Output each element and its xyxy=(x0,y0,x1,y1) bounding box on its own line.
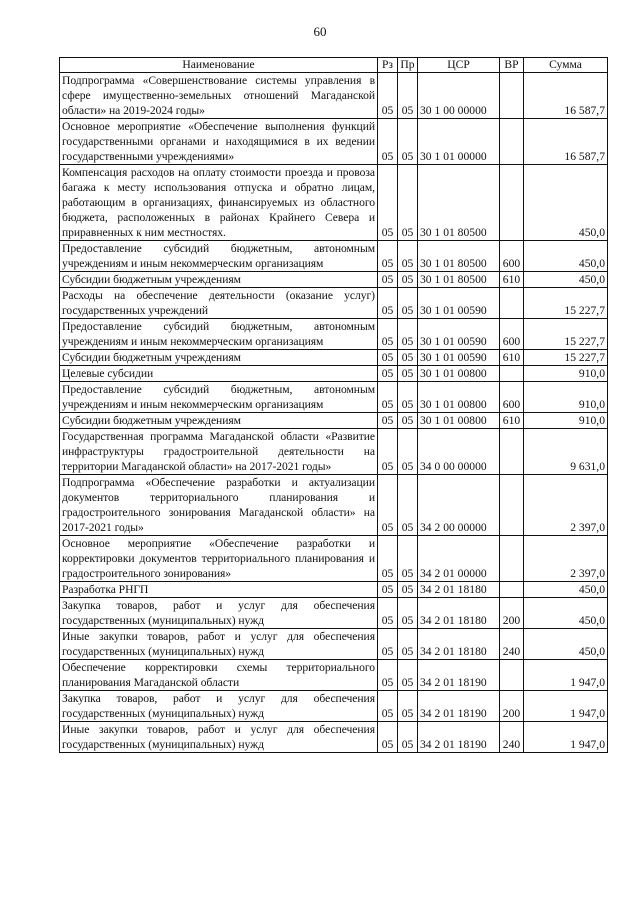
page-number: 60 xyxy=(313,24,327,39)
table-row xyxy=(60,691,608,722)
table-row xyxy=(60,241,608,272)
cell-vr xyxy=(500,582,524,598)
cell-name: Основное мероприятие «Обеспечение выполнения функций государственными органами и находящимися в их ведении государственными учреждениями» xyxy=(60,119,378,165)
cell-rz: 05 xyxy=(378,691,398,722)
cell-name: Разработка РНГП xyxy=(60,582,378,598)
table-row xyxy=(60,629,608,660)
cell-csr: 34 2 01 18180 xyxy=(418,582,500,598)
cell-pr: 05 xyxy=(398,350,418,366)
cell-pr: 05 xyxy=(398,73,418,119)
cell-pr: 05 xyxy=(398,691,418,722)
cell-rz: 05 xyxy=(378,272,398,288)
cell-name: Подпрограмма «Совершенствование системы управления в сфере имущественно-земельных отношений Магаданской области» на 2019-2024 годы» xyxy=(60,73,378,119)
cell-pr: 05 xyxy=(398,413,418,429)
table-row xyxy=(60,288,608,319)
header-name: Наименование xyxy=(60,58,378,73)
budget-table xyxy=(59,57,608,753)
cell-rz: 05 xyxy=(378,475,398,536)
table-row xyxy=(60,598,608,629)
cell-pr: 05 xyxy=(398,536,418,582)
cell-sum: 450,0 xyxy=(524,598,608,629)
header-row xyxy=(60,58,608,73)
cell-vr: 600 xyxy=(500,241,524,272)
cell-sum: 1 947,0 xyxy=(524,691,608,722)
cell-name: Предоставление субсидий бюджетным, автономным учреждениям и иным некоммерческим организациям xyxy=(60,319,378,350)
cell-name: Расходы на обеспечение деятельности (оказание услуг) государственных учреждений xyxy=(60,288,378,319)
cell-vr: 240 xyxy=(500,722,524,753)
cell-pr: 05 xyxy=(398,165,418,241)
cell-sum: 450,0 xyxy=(524,272,608,288)
table-row xyxy=(60,366,608,382)
cell-sum: 9 631,0 xyxy=(524,429,608,475)
cell-rz: 05 xyxy=(378,382,398,413)
cell-name: Предоставление субсидий бюджетным, автономным учреждениям и иным некоммерческим организациям xyxy=(60,241,378,272)
cell-rz: 05 xyxy=(378,319,398,350)
cell-rz: 05 xyxy=(378,429,398,475)
table-row xyxy=(60,660,608,691)
cell-sum: 910,0 xyxy=(524,366,608,382)
cell-csr: 34 2 01 18180 xyxy=(418,598,500,629)
cell-rz: 05 xyxy=(378,350,398,366)
cell-vr xyxy=(500,119,524,165)
cell-csr: 30 1 00 00000 xyxy=(418,73,500,119)
cell-sum: 2 397,0 xyxy=(524,475,608,536)
table-row xyxy=(60,382,608,413)
cell-name: Закупка товаров, работ и услуг для обеспечения государственных (муниципальных) нужд xyxy=(60,691,378,722)
table-row xyxy=(60,722,608,753)
cell-rz: 05 xyxy=(378,722,398,753)
cell-rz: 05 xyxy=(378,165,398,241)
cell-csr: 34 2 00 00000 xyxy=(418,475,500,536)
cell-rz: 05 xyxy=(378,582,398,598)
cell-sum: 910,0 xyxy=(524,413,608,429)
cell-rz: 05 xyxy=(378,536,398,582)
cell-pr: 05 xyxy=(398,382,418,413)
cell-csr: 30 1 01 00590 xyxy=(418,319,500,350)
cell-vr xyxy=(500,73,524,119)
cell-csr: 34 2 01 18180 xyxy=(418,629,500,660)
table-header xyxy=(60,58,608,73)
cell-pr: 05 xyxy=(398,475,418,536)
cell-pr: 05 xyxy=(398,241,418,272)
cell-sum: 910,0 xyxy=(524,382,608,413)
cell-vr xyxy=(500,536,524,582)
table-row xyxy=(60,413,608,429)
cell-pr: 05 xyxy=(398,319,418,350)
cell-name: Иные закупки товаров, работ и услуг для обеспечения государственных (муниципальных) нужд xyxy=(60,722,378,753)
cell-sum: 16 587,7 xyxy=(524,119,608,165)
cell-vr xyxy=(500,429,524,475)
cell-name: Закупка товаров, работ и услуг для обеспечения государственных (муниципальных) нужд xyxy=(60,598,378,629)
table-row xyxy=(60,475,608,536)
cell-vr: 610 xyxy=(500,272,524,288)
cell-vr: 240 xyxy=(500,629,524,660)
cell-rz: 05 xyxy=(378,598,398,629)
cell-sum: 450,0 xyxy=(524,629,608,660)
cell-pr: 05 xyxy=(398,366,418,382)
cell-name: Предоставление субсидий бюджетным, автономным учреждениям и иным некоммерческим организациям xyxy=(60,382,378,413)
cell-pr: 05 xyxy=(398,272,418,288)
cell-csr: 30 1 01 00590 xyxy=(418,288,500,319)
cell-name: Субсидии бюджетным учреждениям xyxy=(60,350,378,366)
cell-csr: 30 1 01 80500 xyxy=(418,165,500,241)
cell-name: Субсидии бюджетным учреждениям xyxy=(60,272,378,288)
cell-csr: 30 1 01 00000 xyxy=(418,119,500,165)
cell-rz: 05 xyxy=(378,73,398,119)
cell-vr: 600 xyxy=(500,382,524,413)
cell-pr: 05 xyxy=(398,598,418,629)
cell-csr: 30 1 01 00800 xyxy=(418,413,500,429)
cell-sum: 2 397,0 xyxy=(524,536,608,582)
cell-sum: 450,0 xyxy=(524,582,608,598)
cell-rz: 05 xyxy=(378,119,398,165)
cell-csr: 30 1 01 00800 xyxy=(418,382,500,413)
cell-vr: 200 xyxy=(500,691,524,722)
cell-vr: 610 xyxy=(500,413,524,429)
cell-vr xyxy=(500,165,524,241)
header-pr: Пр xyxy=(398,58,418,73)
cell-rz: 05 xyxy=(378,660,398,691)
cell-vr: 610 xyxy=(500,350,524,366)
cell-sum: 15 227,7 xyxy=(524,319,608,350)
cell-csr: 34 2 01 00000 xyxy=(418,536,500,582)
cell-name: Обеспечение корректировки схемы территориального планирования Магаданской области xyxy=(60,660,378,691)
table-row xyxy=(60,272,608,288)
header-rz: Рз xyxy=(378,58,398,73)
cell-name: Подпрограмма «Обеспечение разработки и актуализации документов территориального планирования и градостроительного зонирования Магаданской области» на 2017-2021 годы» xyxy=(60,475,378,536)
table-row xyxy=(60,73,608,119)
table-row xyxy=(60,165,608,241)
table-row xyxy=(60,319,608,350)
cell-name: Основное мероприятие «Обеспечение разработки и корректировки документов территориального планирования и градостроительного зонирования» xyxy=(60,536,378,582)
table-row xyxy=(60,536,608,582)
cell-vr xyxy=(500,366,524,382)
cell-pr: 05 xyxy=(398,288,418,319)
cell-rz: 05 xyxy=(378,629,398,660)
cell-csr: 30 1 01 00800 xyxy=(418,366,500,382)
cell-sum: 15 227,7 xyxy=(524,288,608,319)
cell-csr: 30 1 01 00590 xyxy=(418,350,500,366)
header-sum: Сумма xyxy=(524,58,608,73)
cell-name: Компенсация расходов на оплату стоимости проезда и провоза багажа к месту использования отпуска и обратно лицам, работающим в организациях, финансируемых из областного бюджета, расположенных в районах Крайнего Севера и приравненных к ним местностях. xyxy=(60,165,378,241)
cell-vr xyxy=(500,475,524,536)
cell-sum: 1 947,0 xyxy=(524,722,608,753)
cell-vr xyxy=(500,288,524,319)
table-row xyxy=(60,350,608,366)
cell-name: Целевые субсидии xyxy=(60,366,378,382)
cell-name: Иные закупки товаров, работ и услуг для обеспечения государственных (муниципальных) нужд xyxy=(60,629,378,660)
cell-pr: 05 xyxy=(398,629,418,660)
cell-csr: 30 1 01 80500 xyxy=(418,272,500,288)
table-row xyxy=(60,429,608,475)
cell-pr: 05 xyxy=(398,722,418,753)
header-vr: ВР xyxy=(500,58,524,73)
cell-rz: 05 xyxy=(378,241,398,272)
cell-sum: 1 947,0 xyxy=(524,660,608,691)
cell-pr: 05 xyxy=(398,429,418,475)
cell-sum: 15 227,7 xyxy=(524,350,608,366)
table-row xyxy=(60,119,608,165)
cell-vr: 600 xyxy=(500,319,524,350)
cell-csr: 34 2 01 18190 xyxy=(418,722,500,753)
cell-rz: 05 xyxy=(378,288,398,319)
cell-csr: 34 0 00 00000 xyxy=(418,429,500,475)
header-csr: ЦСР xyxy=(418,58,500,73)
cell-rz: 05 xyxy=(378,366,398,382)
cell-sum: 16 587,7 xyxy=(524,73,608,119)
cell-rz: 05 xyxy=(378,413,398,429)
cell-csr: 34 2 01 18190 xyxy=(418,660,500,691)
cell-csr: 30 1 01 80500 xyxy=(418,241,500,272)
cell-sum: 450,0 xyxy=(524,241,608,272)
cell-pr: 05 xyxy=(398,660,418,691)
cell-pr: 05 xyxy=(398,582,418,598)
cell-name: Субсидии бюджетным учреждениям xyxy=(60,413,378,429)
cell-vr: 200 xyxy=(500,598,524,629)
cell-pr: 05 xyxy=(398,119,418,165)
cell-sum: 450,0 xyxy=(524,165,608,241)
table-row xyxy=(60,582,608,598)
table-body xyxy=(60,73,608,753)
cell-name: Государственная программа Магаданской области «Развитие инфраструктуры градостроительной деятельности на территории Магаданской области» на 2017-2021 годы» xyxy=(60,429,378,475)
cell-vr xyxy=(500,660,524,691)
cell-csr: 34 2 01 18190 xyxy=(418,691,500,722)
